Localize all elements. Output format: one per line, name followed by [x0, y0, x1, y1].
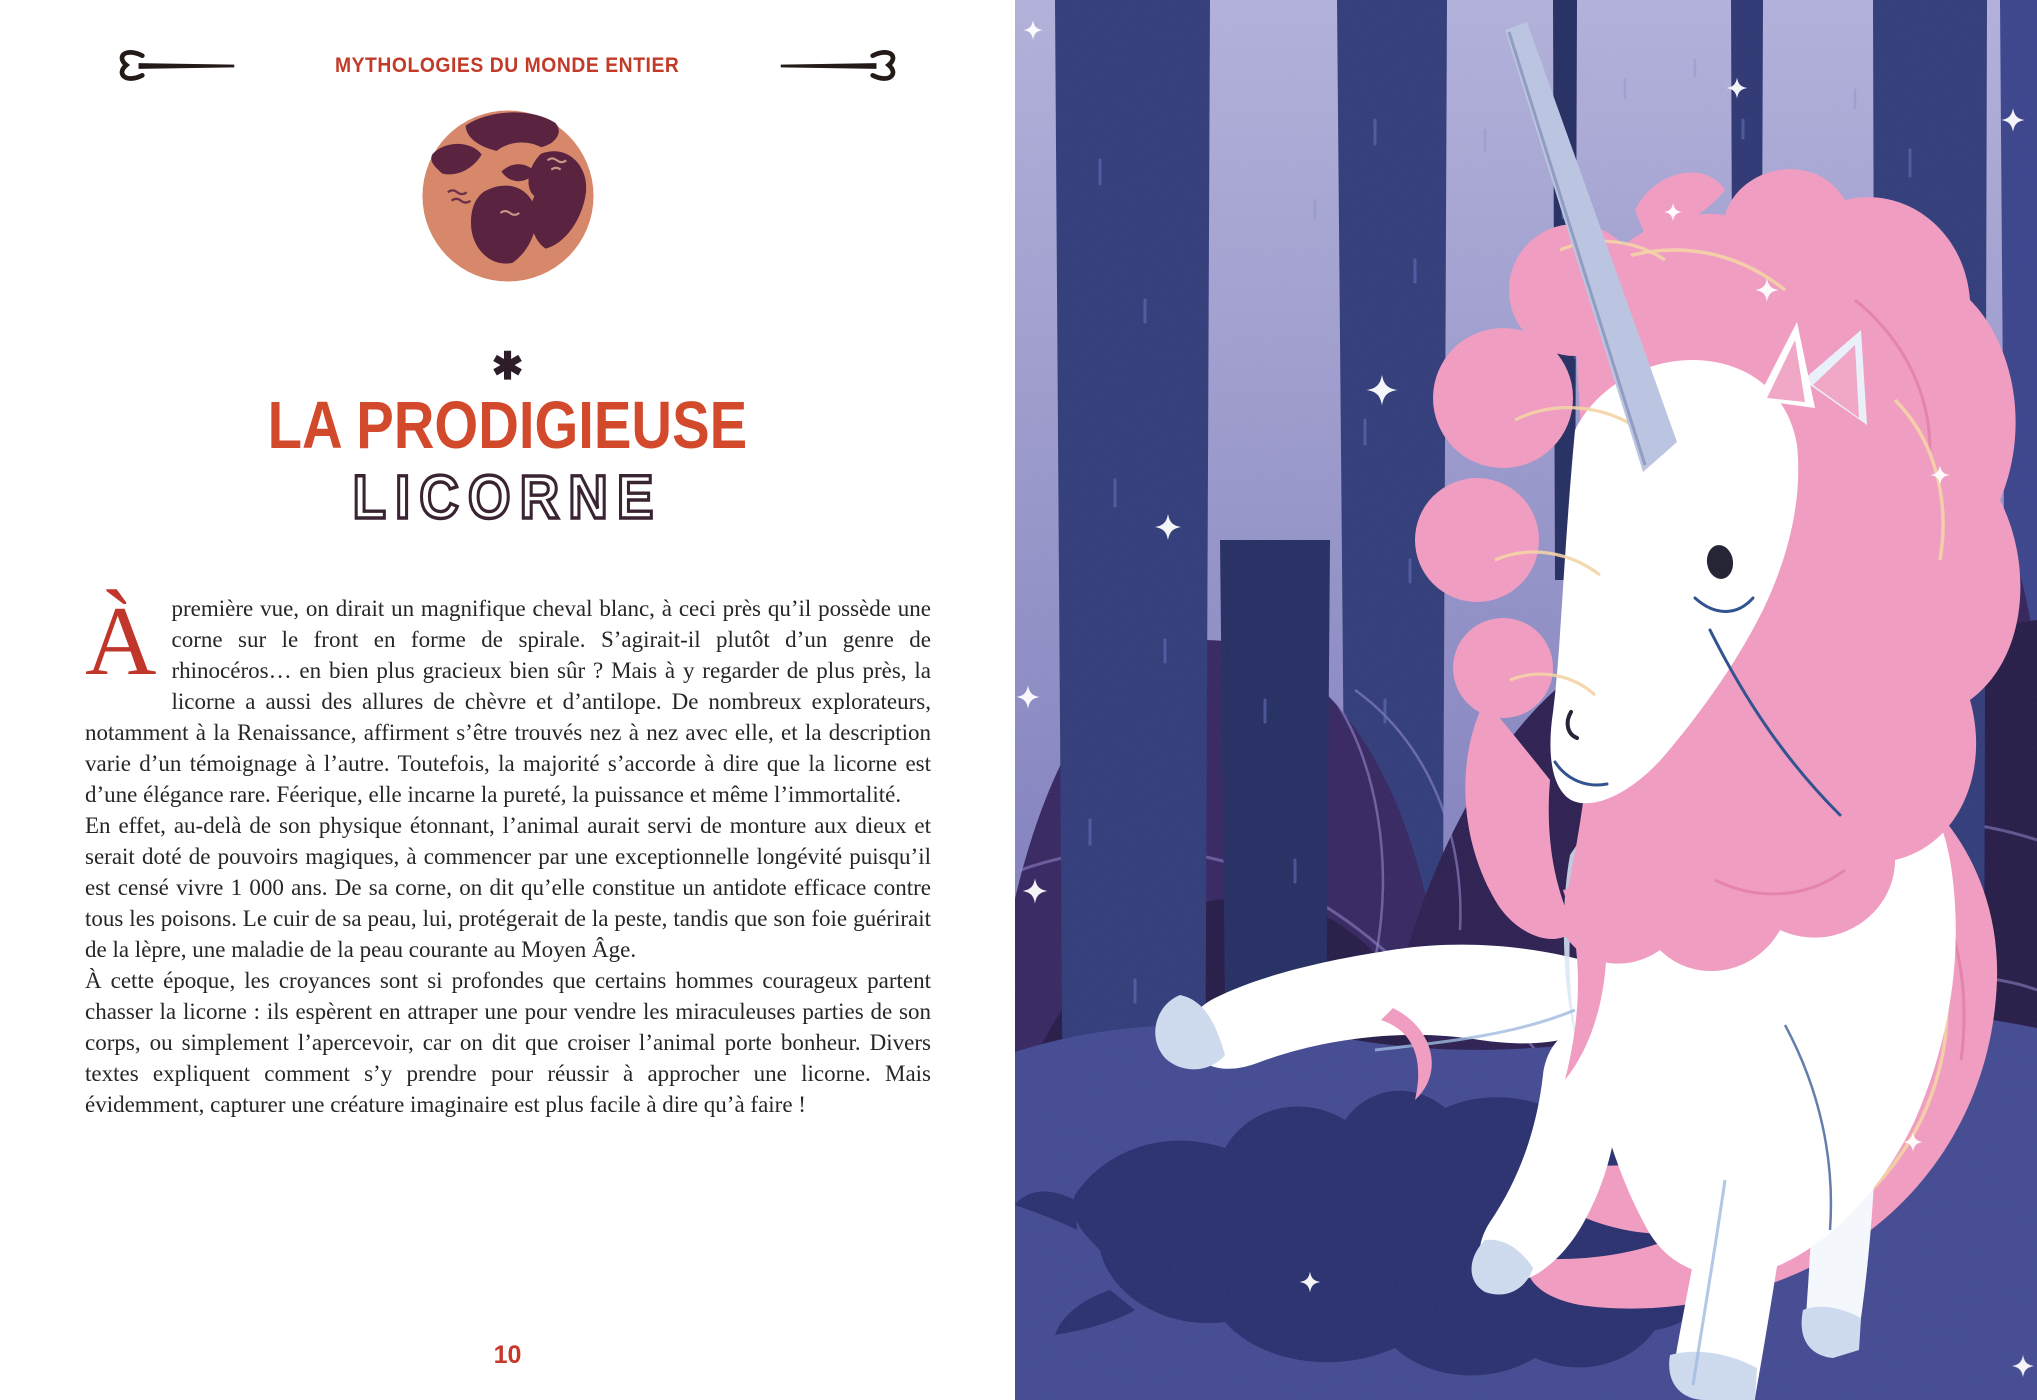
asterisk-ornament: ✱ [491, 346, 524, 388]
paragraph: En effet, au-delà de son physique étonnant, l’animal aurait servi de monture aux dieux et serait doté de pouvoirs magiques, à commencer par une exceptionnelle longévité puisqu’il est censé vivre 1 000 ans. De sa corne, on dit qu’elle constitue un antidote efficace contre tous les poisons. Le cuir de sa peau, lui, protégerait de la peste, tandis que son foie guérirait de la lèpre, une maladie de la peau courante au Moyen Âge. [85, 812, 931, 962]
paragraph [85, 586, 931, 810]
paragraph-text: première vue, on dirait un magnifique cheval blanc, à ceci près qu’il possède une corne sur le front en forme de spirale. S’agirait-il plutôt d’un genre de rhinocéros… en bien plus gracieux bien sûr ? Mais à y regarder de plus près, la licorne a aussi des allures de chèvre et d’antilope. De nombreux explorateurs, notamment à la Renaissance, affirment s’être trouvés nez à nez avec elle, et la description varie d’un témoignage à l’autre. Toutefois, la majorité s’accorde à dire que la licorne est d’une élégance rare. Féerique, elle incarne la pureté, la puissance et même l’immortalité. [85, 595, 931, 807]
collection-title: MYTHOLOGIES DU MONDE ENTIER [335, 54, 680, 77]
flourish-left-icon [116, 44, 238, 88]
right-page [1015, 0, 2037, 1400]
grain-texture [1015, 0, 2037, 1400]
flourish-right-icon [777, 44, 899, 88]
drop-cap: À [85, 586, 157, 696]
chapter-title-line1: LA PRODIGIEUSE [267, 388, 748, 463]
running-head [0, 44, 1015, 88]
left-page [0, 0, 1015, 1400]
globe-icon [0, 102, 1015, 290]
page-title [0, 388, 1015, 532]
page-number: 10 [493, 1341, 522, 1369]
paragraph: À cette époque, les croyances sont si profondes que certains hommes courageux partent chasser la licorne : ils espèrent en attraper une pour vendre les miraculeuses parties de son corps, ou simplement l’apercevoir, car on dit que croiser l’animal porte bonheur. Divers textes expliquent comment s’y prendre pour réussir à approcher une licorne. Mais évidemment, capturer une créature imaginaire est plus facile à dire qu’à faire ! [85, 967, 931, 1117]
chapter-body [85, 586, 931, 1120]
unicorn-illustration [1015, 0, 2037, 1400]
chapter-title-line2: LICORNE [352, 463, 663, 532]
